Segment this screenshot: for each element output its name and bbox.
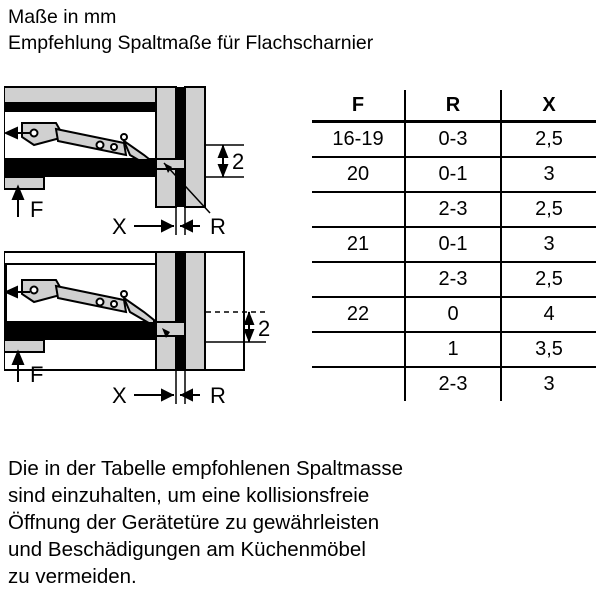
- footer-line-4: und Beschädigungen am Küchenmöbel: [8, 538, 366, 561]
- table-row: [312, 122, 596, 158]
- label-X-bottom: X: [112, 383, 127, 408]
- table-row: [312, 262, 596, 297]
- cell-X: 3,5: [501, 332, 596, 367]
- spec-table-wrapper: [312, 90, 592, 401]
- footer-note: [8, 455, 592, 590]
- cell-R: 0: [405, 297, 501, 332]
- cell-F: [312, 262, 405, 297]
- footer-line-5: zu vermeiden.: [8, 565, 137, 588]
- heading-units: Maße in mm: [8, 6, 117, 28]
- diagram-top: [4, 85, 304, 250]
- footer-line-1: Die in der Tabelle empfohlenen Spaltmasse: [8, 457, 404, 480]
- cell-F: 21: [312, 227, 405, 262]
- label-gap-2-bottom: 2: [258, 316, 271, 341]
- column-header-F: F: [312, 90, 405, 122]
- cell-X: 4: [501, 297, 596, 332]
- table-row: [312, 227, 596, 262]
- heading-recommendation: Empfehlung Spaltmaße für Flachscharnier: [8, 32, 374, 54]
- column-header-X: X: [501, 90, 596, 122]
- label-X-top: X: [112, 214, 127, 239]
- cell-X: 2,5: [501, 192, 596, 227]
- cell-F: [312, 192, 405, 227]
- cell-R: 0-3: [405, 122, 501, 158]
- cell-F: 22: [312, 297, 405, 332]
- label-R-bottom: R: [210, 383, 226, 408]
- cell-X: 2,5: [501, 122, 596, 158]
- table-row: [312, 367, 596, 401]
- heading-block: [8, 4, 592, 56]
- cell-X: 3: [543, 373, 555, 395]
- footer-line-2: sind einzuhalten, um eine kollisionsfreie: [8, 484, 370, 507]
- table-row: [312, 297, 596, 332]
- spec-table: [312, 90, 596, 401]
- table-header-row: [312, 90, 596, 122]
- diagram-bottom: [4, 250, 304, 420]
- table-row: [312, 157, 596, 192]
- cell-X: 2,5: [501, 262, 596, 297]
- cell-R: 0-1: [405, 157, 501, 192]
- cell-F: 20: [312, 157, 405, 192]
- cell-X: 3: [501, 227, 596, 262]
- cell-F: 16-19: [312, 122, 405, 158]
- table-row: [312, 192, 596, 227]
- label-F-bottom: F: [30, 362, 44, 387]
- column-header-R: R: [405, 90, 501, 122]
- label-R-top: R: [210, 214, 226, 239]
- cell-R: 1: [405, 332, 501, 367]
- cell-F: [312, 332, 405, 367]
- table-row: [312, 332, 596, 367]
- cell-R: 2-3: [405, 192, 501, 227]
- footer-line-3: Öffnung der Gerätetüre zu gewährleisten: [8, 511, 380, 534]
- cell-R: 0-1: [405, 227, 501, 262]
- label-F-top: F: [30, 197, 44, 222]
- cell-R: 2-3: [405, 367, 501, 401]
- cell-F: [312, 367, 405, 401]
- label-gap-2-top: 2: [232, 149, 245, 174]
- cell-X: 3: [501, 157, 596, 192]
- cell-R: 2-3: [405, 262, 501, 297]
